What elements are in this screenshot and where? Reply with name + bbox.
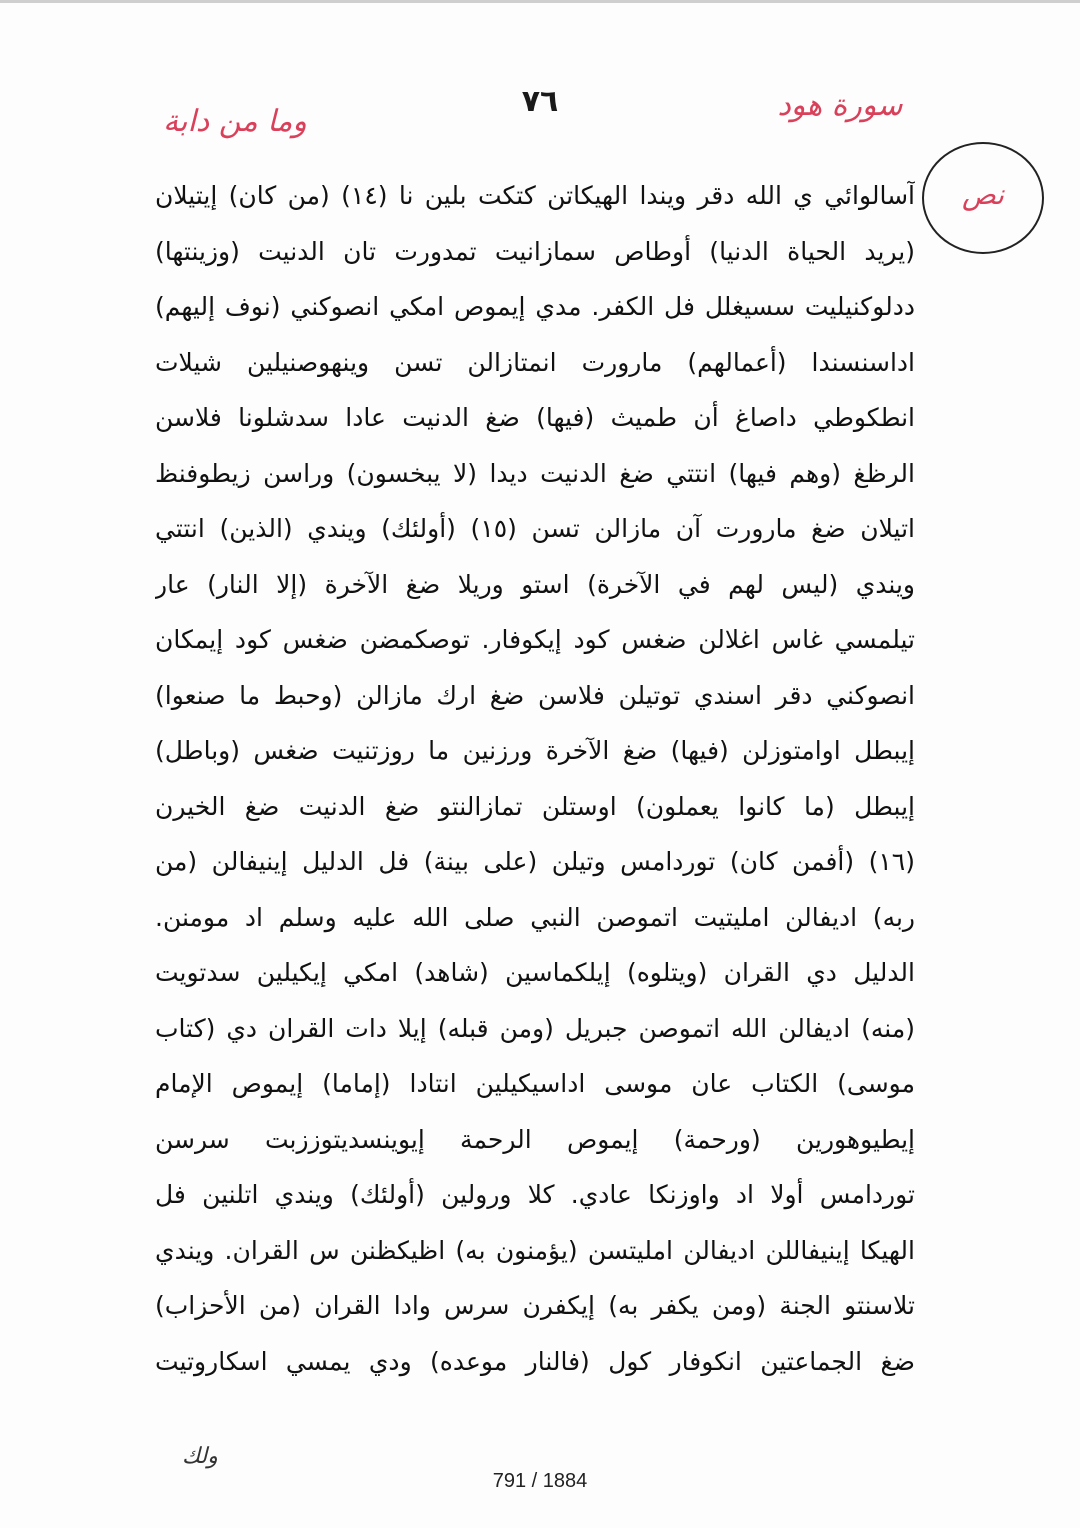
text-line: موسى) الكتاب عان موسى اداسيكيلين انتادا (إماما) إيموص الإمام — [155, 1069, 915, 1098]
margin-note-verse: وما من دابة — [163, 104, 307, 139]
margin-note-surah: سورة هود — [777, 88, 903, 123]
text-line: تلاسنتو الجنة (ومن يكفر به) إيكفرن سرس وادا القران (من الأحزاب) — [155, 1291, 915, 1320]
signature-mark: ولك — [182, 1444, 218, 1469]
text-line: ددلوكنيليت سسيغلل فل الكفر. مدي إيموص امكي انصوكني (نوف إليهم) — [155, 292, 915, 321]
text-line: (يريد الحياة الدنيا) أوطاص سمازانيت تمدورت تان الدنيت (وزينتها) — [155, 236, 915, 266]
manuscript-body — [155, 168, 915, 1389]
text-line: تيلمسي غاس اغلالن ضغس كود إيكوفار. توصكمضن ضغس كود إيمكان — [155, 625, 915, 654]
text-line: إيبطل (ما كانوا يعملون) اوستلن تمازالنتو ضغ الدنيت ضغ الخيرن — [155, 791, 915, 821]
text-line: انصوكني دقر اسندي توتيلن فلاسن ضغ ارك مازالن (وحبط ما صنعوا) — [155, 680, 915, 710]
text-line: (منه) اديفالن الله اتموصن جبريل (ومن قبله) إيلا دات القران دي (كتاب — [155, 1013, 915, 1043]
circle-note-text: نص — [961, 178, 1005, 211]
text-line: توردامس أولا اد واوزنكا عادي. كلا ورولين (أولئك) ويندي اتلنين فل — [155, 1180, 915, 1209]
text-line: ضغ الجماعتين انكوفار كول (فالنار موعده) ودي يمسي اسكاروتيت — [155, 1346, 915, 1376]
text-line: اداسنسندا (أعمالهم) مارورت انمتازالن تسن وينهوصنيلين شيلات — [155, 347, 915, 377]
text-line: انطكوطي داصاغ أن طميث (فيها) ضغ الدنيت عادا سدشلونا فلاسن — [155, 403, 915, 432]
text-line: إيطيوهورين (ورحمة) إيموص الرحمة إيوينسديتوززبت سرسن — [155, 1124, 915, 1154]
text-line: الهيكا إينيفاللن اديفالن امليتسن (يؤمنون به) اظيكظنن س القران. ويندي — [155, 1235, 915, 1265]
text-line: الدليل دي القران (ويتلوه) إيلكماسين (شاهد) امكي إيكيلين سدتويت — [155, 958, 915, 987]
text-line: ربه) اديفالن امليتيت اتموصن النبي صلى الله عليه وسلم اد مومنن. — [155, 902, 915, 932]
page-counter: 791 / 1884 — [492, 1470, 588, 1492]
text-line: آسالوائي ي الله دقر ويندا الهيكاتن كتكت بلين نا (١٤) (من كان) إيتيلان — [155, 181, 915, 210]
text-line: (١٦) (أفمن كان) توردامس وتيلن (على بينة) فل الدليل إينيفالن (من — [155, 847, 915, 876]
page-number: ٧٦ — [521, 84, 559, 119]
text-line: اتيلان ضغ مارورت آن مازالن تسن (١٥) (أولئك) ويندي (الذين) انتتي — [155, 514, 915, 543]
text-line: ويندي (ليس لهم في الآخرة) استو وريلا ضغ الآخرة (إلا النار) عار — [155, 569, 915, 599]
circled-margin-note — [922, 142, 1044, 254]
text-line: الرظغ (وهم فيها) انتتي ضغ الدنيت ديدا (لا يبخسون) وراسن زيطوفنظ — [155, 458, 915, 488]
text-line: إيبطل اوامتوزلن (فيها) ضغ الآخرة ورزنين ما روزتنيت ضغس (وباطل) — [155, 736, 915, 765]
scan-edge — [0, 0, 1080, 3]
